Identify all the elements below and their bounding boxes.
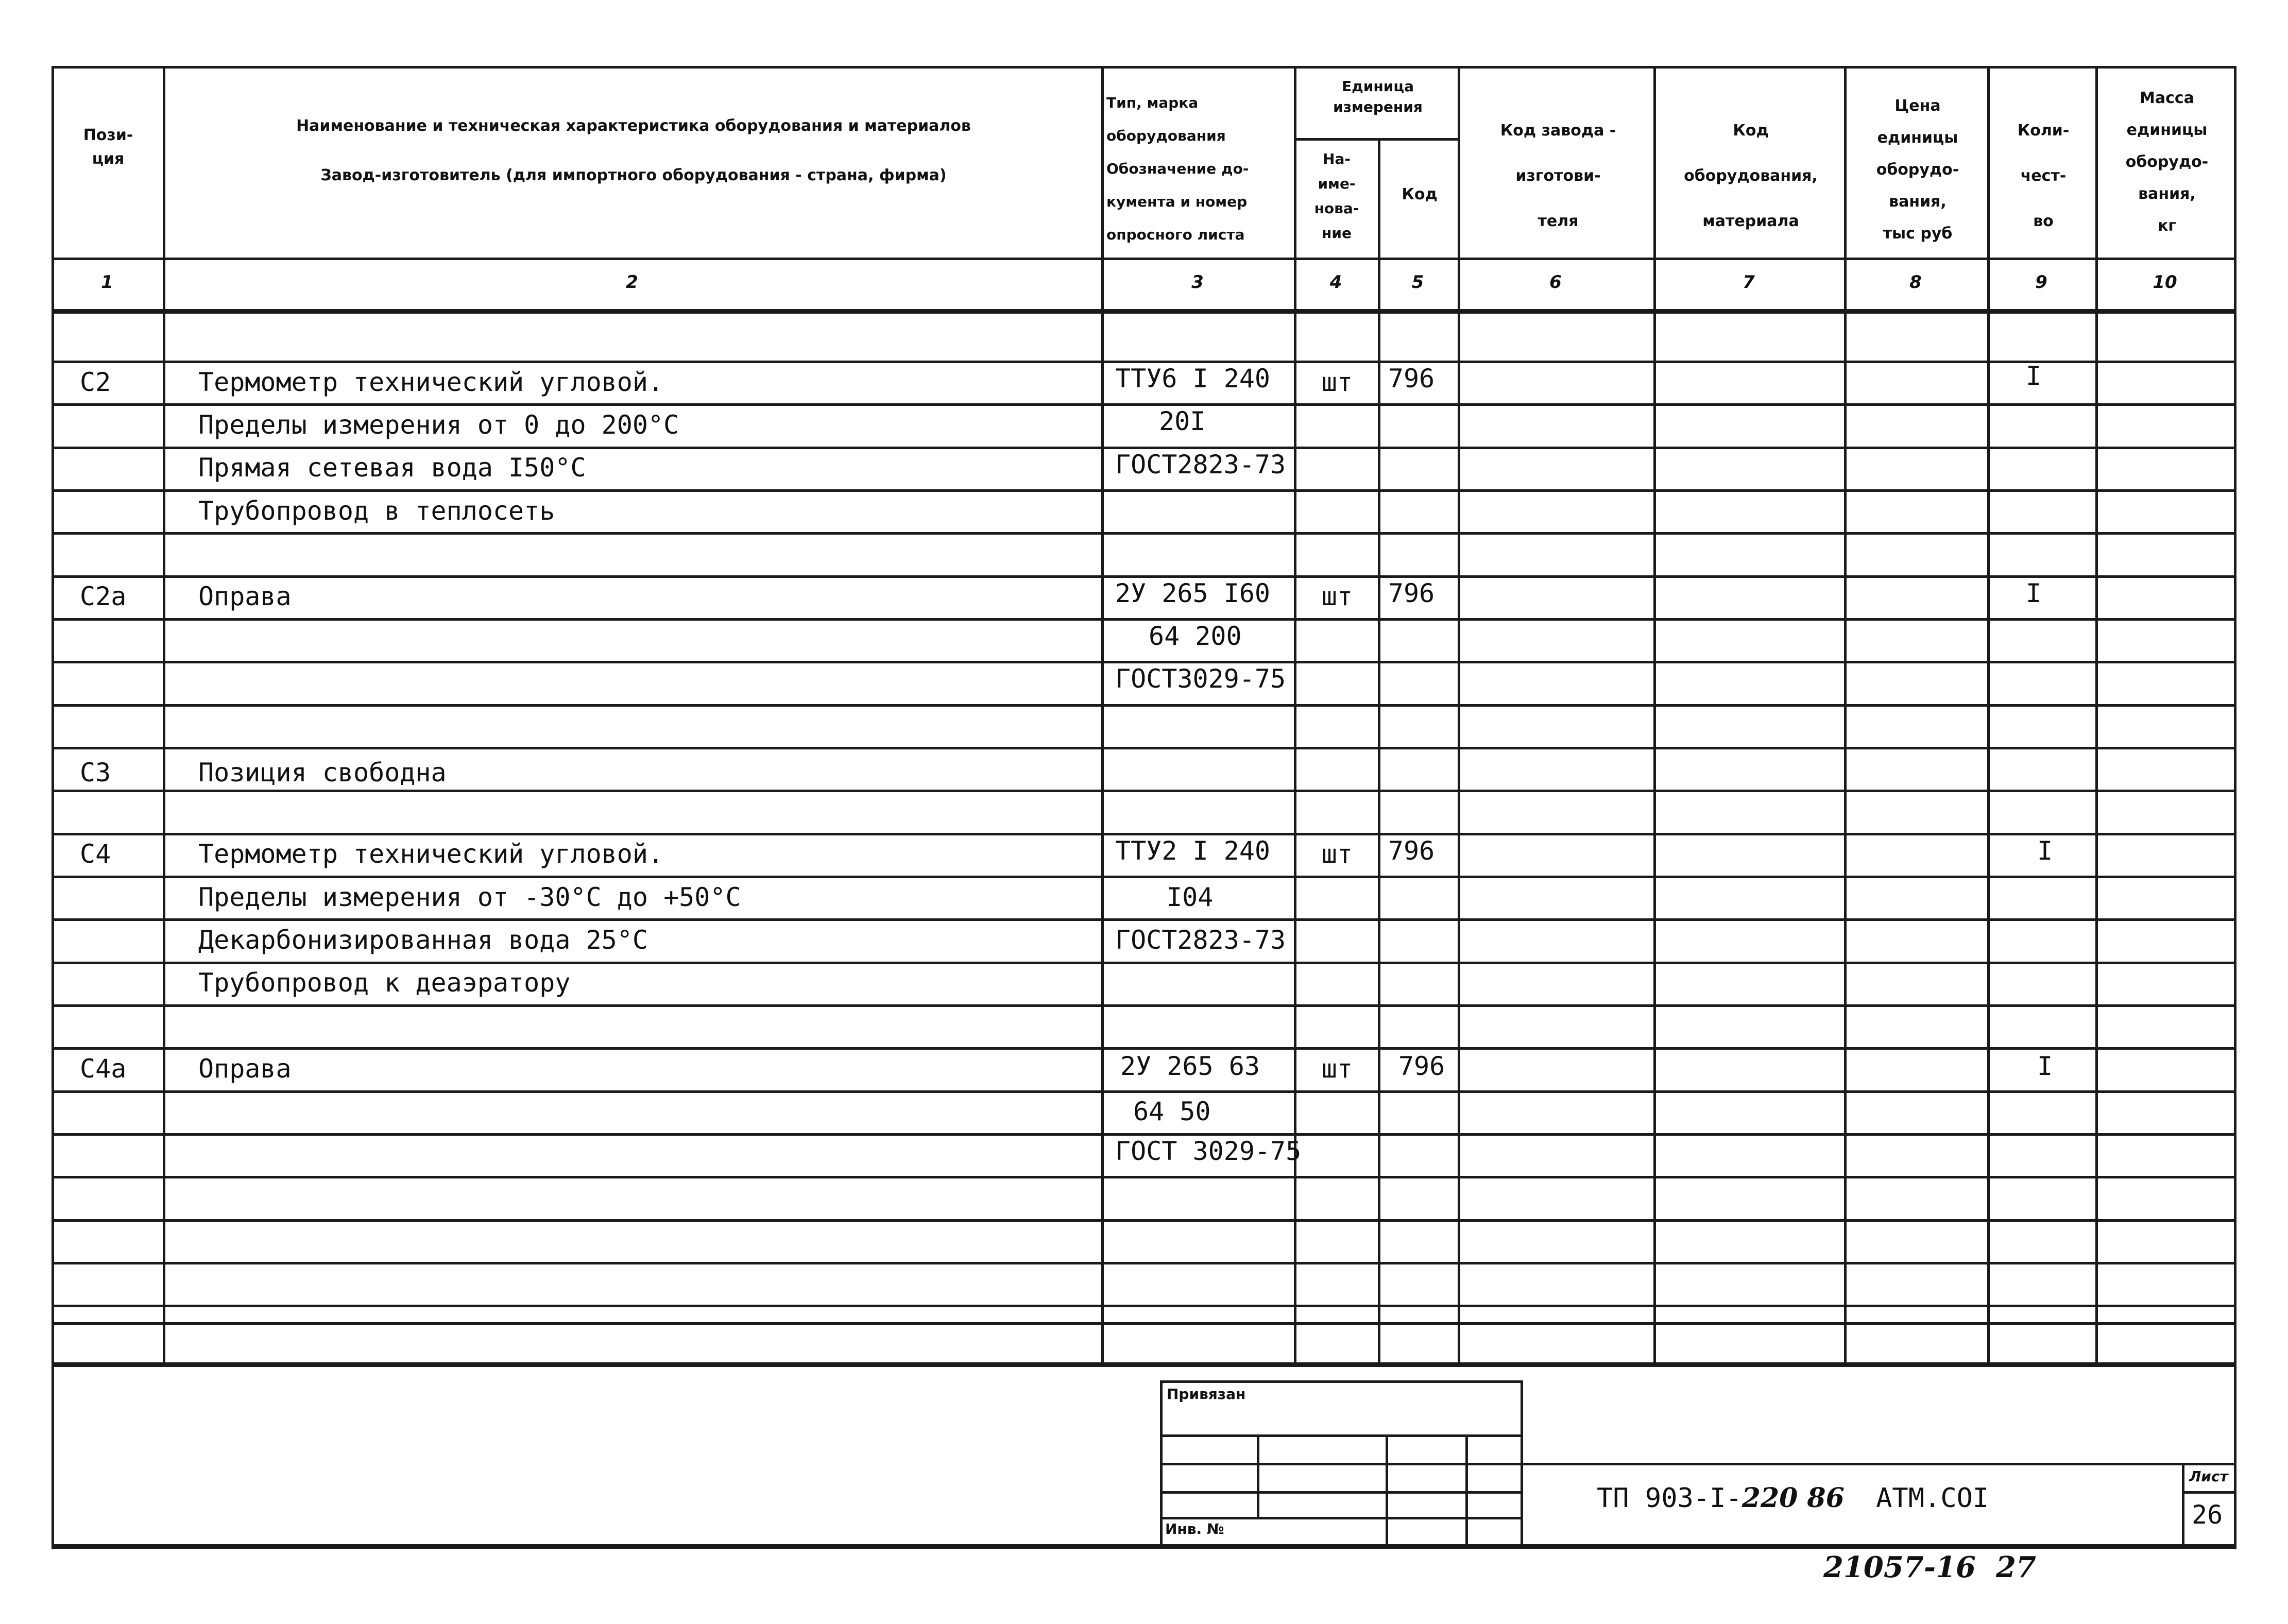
col-line-8 [1987,66,1990,1364]
document-code-suffix: АТМ.СОI [1876,1483,1989,1514]
col-number-8: 8 [1909,272,1922,293]
stamp-vline [1465,1434,1468,1545]
col-number-7: 7 [1743,272,1755,293]
header-factory-code: Код завода - изготови- теля [1500,122,1616,230]
col-line-4 [1378,138,1380,1364]
row-line [52,403,2236,406]
row-line [52,489,2236,492]
cell-position: С3 [80,758,111,788]
cell-name: Декарбонизированная вода 25°С [198,925,648,955]
header-price: Цена единицы оборудо- вания, тыс руб [1876,97,1959,243]
cell-name: Пределы измерения от -30°С до +50°С [198,882,741,912]
cell-code: 796 [1388,578,1435,608]
cell-position: С4а [80,1054,127,1084]
col-number-5: 5 [1411,272,1424,293]
cell-position: С2а [80,582,127,611]
header-position: Пози- ция [83,126,133,168]
header-unit-code: Код [1402,185,1438,203]
cell-type: 64 200 [1149,621,1242,651]
sheet-label: Лист [2189,1468,2228,1485]
col-line-2 [1101,66,1104,1364]
col-line-3 [1294,66,1296,1364]
cell-code: 796 [1388,364,1435,394]
table-bottom-line [52,1362,2236,1367]
col-number-1: 1 [101,272,113,293]
col-line-7 [1844,66,1847,1364]
row-line [52,1004,2236,1007]
cell-unit: шт [1321,582,1353,611]
row-line [52,532,2236,535]
header-unit-name: На- име- нова- ние [1314,150,1359,242]
rule-unit-split [1294,138,1458,141]
cell-quantity: I [2037,1051,2053,1081]
cell-type: ГОСТ3029-75 [1115,664,1286,694]
cell-type: ТТУ2 I 240 [1115,836,1271,866]
row-line [52,1322,2236,1325]
header-quantity: Коли- чест- во [2017,122,2070,230]
stamp-bottom-line [52,1544,2236,1549]
row-line [52,1176,2236,1178]
cell-name: Позиция свободна [198,758,447,788]
cell-type: ТТУ6 I 240 [1115,364,1271,394]
document-code-prefix: ТП 903-I- [1597,1483,1742,1514]
col-line-9 [2095,66,2098,1364]
row-line [52,1262,2236,1264]
cell-quantity: I [2025,361,2042,391]
cell-code: 796 [1398,1051,1445,1081]
row-line [52,704,2236,707]
cell-name: Трубопровод в теплосеть [198,496,555,526]
cell-quantity: I [2025,578,2042,608]
col-number-2: 2 [626,272,638,293]
cell-position: С4 [80,839,111,869]
row-line [52,790,2236,792]
row-line [52,1090,2236,1093]
stamp-vline [1521,1380,1523,1545]
stamp-top-line [1160,1380,1521,1383]
cell-name: Оправа [198,582,292,611]
stamp-inv-label: Инв. № [1165,1520,1224,1537]
cell-type: ГОСТ2823-73 [1115,450,1286,480]
cell-name: Прямая сетевая вода I50°С [198,453,586,483]
header-mass: Масса единицы оборудо- вания, кг [2125,89,2209,235]
row-line [52,1047,2236,1050]
header-unit: Единица измерения [1333,78,1423,115]
cell-name: Термометр технический угловой. [198,839,664,869]
col-number-9: 9 [2035,272,2047,293]
cell-name: Пределы измерения от 0 до 200°С [198,410,679,440]
cell-name: Оправа [198,1054,292,1084]
row-line [52,1219,2236,1222]
row-line [52,918,2236,921]
cell-type: 64 50 [1133,1097,1211,1126]
cell-position: С2 [80,367,111,397]
stamp-vline [1257,1434,1259,1517]
stamp-vline [1160,1380,1163,1545]
row-line [52,962,2236,964]
header-type: Тип, марка оборудования Обозначение до- кумента и номер опросного листа [1106,94,1249,243]
rule-numbers-top [52,258,2236,260]
footer-note: 21057-16 27 [1823,1550,2036,1584]
stamp-vline [1386,1434,1388,1545]
row-line [52,618,2236,621]
cell-unit: шт [1321,1054,1353,1084]
row-line [52,876,2236,878]
cell-code: 796 [1388,836,1435,866]
stamp-attached-label: Привязан [1167,1386,1246,1403]
col-number-10: 10 [2153,272,2177,293]
cell-type: I04 [1167,882,1214,912]
col-line-6 [1653,66,1656,1364]
col-number-6: 6 [1549,272,1562,293]
cell-name: Трубопровод к деаэратору [198,968,571,998]
document-code [1597,1482,1989,1514]
header-equipment-code: Код оборудования, материала [1684,122,1818,230]
row-line [52,747,2236,749]
cell-name: Термометр технический угловой. [198,367,664,397]
cell-type: ГОСТ 3029-75 [1115,1136,1302,1166]
rule-top [52,66,2236,69]
cell-quantity: I [2037,836,2053,866]
cell-unit: шт [1321,839,1353,869]
header-name-line1: Наименование и техническая характеристика оборудования и материалов [296,117,971,135]
col-number-4: 4 [1329,272,1342,293]
cell-type: ГОСТ2823-73 [1115,925,1286,955]
rule-numbers-bottom [52,309,2236,314]
col-line-1 [163,66,165,1364]
stamp-line [1160,1463,2236,1465]
document-code-handwritten: 220 86 [1741,1482,1845,1514]
cell-type: 2У 265 63 [1120,1051,1260,1081]
cell-unit: шт [1321,367,1353,397]
header-name-line2: Завод-изготовитель (для импортного оборудования - страна, фирма) [320,166,947,184]
cell-type: 2У 265 I60 [1115,578,1271,608]
col-line-5 [1458,66,1460,1364]
cell-type: 20I [1159,406,1206,436]
col-number-3: 3 [1191,272,1204,293]
row-line [52,1305,2236,1307]
sheet-number: 26 [2192,1500,2223,1530]
stamp-sheet-vline [2182,1463,2184,1545]
stamp-sheet-hline [2182,1491,2236,1494]
